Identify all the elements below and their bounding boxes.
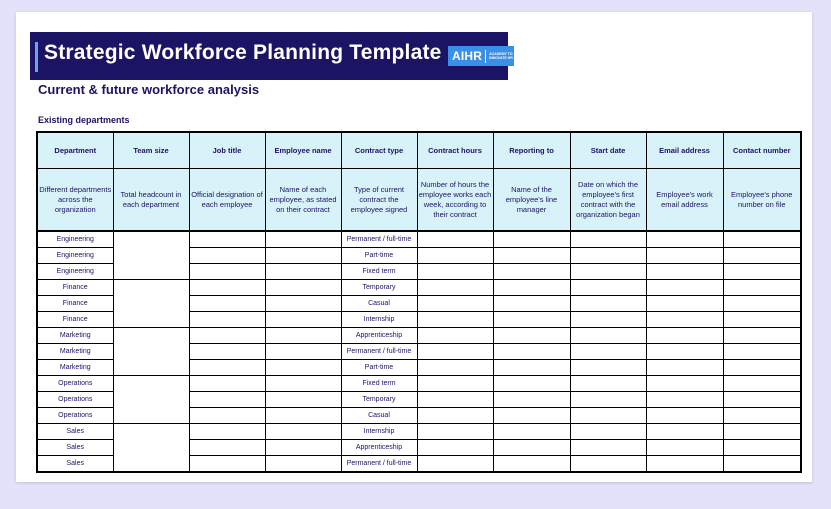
table-cell[interactable]	[265, 376, 341, 392]
description-row	[37, 169, 801, 232]
spreadsheet-page	[16, 12, 812, 482]
table-cell[interactable]	[493, 360, 570, 376]
table-cell[interactable]	[646, 264, 723, 280]
column-description[interactable]: Employee's phone number on file	[723, 169, 801, 232]
table-cell[interactable]	[570, 248, 646, 264]
team-size-cell[interactable]	[113, 376, 189, 424]
department-cell[interactable]: Engineering	[37, 248, 113, 264]
contract-type-cell[interactable]: Internship	[341, 424, 417, 440]
table-cell[interactable]	[646, 296, 723, 312]
table-cell[interactable]	[723, 264, 801, 280]
table-cell[interactable]	[646, 440, 723, 456]
table-cell[interactable]	[189, 264, 265, 280]
column-description[interactable]: Type of current contract the employee signed	[341, 169, 417, 232]
table-cell[interactable]	[417, 360, 493, 376]
table-cell[interactable]	[265, 312, 341, 328]
table-row	[37, 424, 801, 440]
table-cell[interactable]	[493, 296, 570, 312]
table-cell[interactable]	[189, 248, 265, 264]
column-description[interactable]: Official designation of each employee	[189, 169, 265, 232]
logo-text: AIHR	[452, 49, 483, 63]
contract-type-cell[interactable]: Apprenticeship	[341, 328, 417, 344]
table-cell[interactable]	[646, 231, 723, 248]
column-header[interactable]: Team size	[113, 132, 189, 169]
team-size-cell[interactable]	[113, 231, 189, 280]
table-cell[interactable]	[493, 264, 570, 280]
table-cell[interactable]	[417, 248, 493, 264]
column-description[interactable]: Employee's work email address	[646, 169, 723, 232]
column-header[interactable]: Contract type	[341, 132, 417, 169]
department-cell[interactable]: Engineering	[37, 231, 113, 248]
contract-type-cell[interactable]: Temporary	[341, 392, 417, 408]
table-cell[interactable]	[189, 296, 265, 312]
page-title: Strategic Workforce Planning Template	[44, 41, 442, 64]
table-cell[interactable]	[570, 296, 646, 312]
contract-type-cell[interactable]: Part-time	[341, 360, 417, 376]
table-cell[interactable]	[493, 456, 570, 473]
table-cell[interactable]	[723, 296, 801, 312]
table-cell[interactable]	[265, 264, 341, 280]
table-cell[interactable]	[723, 360, 801, 376]
table-cell[interactable]	[417, 264, 493, 280]
table-cell[interactable]	[646, 360, 723, 376]
table-cell[interactable]	[646, 408, 723, 424]
table-cell[interactable]	[570, 376, 646, 392]
table-cell[interactable]	[646, 248, 723, 264]
department-cell[interactable]: Sales	[37, 440, 113, 456]
table-row	[37, 280, 801, 296]
header-row	[37, 132, 801, 169]
table-cell[interactable]	[723, 456, 801, 473]
table-cell[interactable]	[646, 280, 723, 296]
table-cell[interactable]	[570, 231, 646, 248]
contract-type-cell[interactable]: Fixed term	[341, 264, 417, 280]
department-cell[interactable]: Sales	[37, 424, 113, 440]
table-cell[interactable]	[265, 231, 341, 248]
table-cell[interactable]	[723, 424, 801, 440]
table-cell[interactable]	[493, 231, 570, 248]
table-cell[interactable]	[189, 344, 265, 360]
contract-type-cell[interactable]: Fixed term	[341, 376, 417, 392]
table-cell[interactable]	[493, 392, 570, 408]
table-cell[interactable]	[265, 408, 341, 424]
table-cell[interactable]	[189, 231, 265, 248]
table-cell[interactable]	[265, 360, 341, 376]
contract-type-cell[interactable]: Temporary	[341, 280, 417, 296]
table-cell[interactable]	[265, 328, 341, 344]
table-cell[interactable]	[570, 264, 646, 280]
banner-accent-bar	[35, 42, 38, 72]
page-subtitle: Current & future workforce analysis	[38, 82, 260, 97]
table-cell[interactable]	[493, 280, 570, 296]
contract-type-cell[interactable]: Permanent / full-time	[341, 344, 417, 360]
table-cell[interactable]	[265, 456, 341, 473]
table-cell[interactable]	[723, 344, 801, 360]
table-row	[37, 231, 801, 248]
table-cell[interactable]	[723, 248, 801, 264]
table-cell[interactable]	[646, 344, 723, 360]
table-cell[interactable]	[417, 328, 493, 344]
table-cell[interactable]	[723, 280, 801, 296]
table-cell[interactable]	[189, 408, 265, 424]
department-cell[interactable]: Finance	[37, 280, 113, 296]
column-header[interactable]: Contact number	[723, 132, 801, 169]
table-cell[interactable]	[189, 456, 265, 473]
table-cell[interactable]	[265, 296, 341, 312]
table-cell[interactable]	[723, 312, 801, 328]
contract-type-cell[interactable]: Permanent / full-time	[341, 231, 417, 248]
table-cell[interactable]	[493, 424, 570, 440]
table-cell[interactable]	[189, 392, 265, 408]
table-cell[interactable]	[189, 360, 265, 376]
departments-table	[36, 131, 802, 473]
team-size-cell[interactable]	[113, 328, 189, 376]
table-row	[37, 376, 801, 392]
table-cell[interactable]	[570, 328, 646, 344]
table-cell[interactable]	[417, 280, 493, 296]
column-header[interactable]: Job title	[189, 132, 265, 169]
title-banner	[30, 32, 513, 80]
table-cell[interactable]	[417, 392, 493, 408]
table-cell[interactable]	[189, 328, 265, 344]
table-cell[interactable]	[570, 408, 646, 424]
table-cell[interactable]	[570, 440, 646, 456]
table-cell[interactable]	[493, 440, 570, 456]
column-header[interactable]: Contract hours	[417, 132, 493, 169]
department-cell[interactable]: Sales	[37, 456, 113, 473]
section-title: Existing departments	[38, 115, 130, 125]
table-cell[interactable]	[570, 280, 646, 296]
column-header[interactable]: Email address	[646, 132, 723, 169]
contract-type-cell[interactable]: Casual	[341, 408, 417, 424]
table-cell[interactable]	[723, 440, 801, 456]
table-cell[interactable]	[723, 231, 801, 248]
department-cell[interactable]: Finance	[37, 312, 113, 328]
table-row	[37, 328, 801, 344]
table-cell[interactable]	[646, 424, 723, 440]
table-cell[interactable]	[265, 344, 341, 360]
table-cell[interactable]	[646, 312, 723, 328]
table-cell[interactable]	[570, 392, 646, 408]
column-description[interactable]: Name of the employee's line manager	[493, 169, 570, 232]
column-description[interactable]: Name of each employee, as stated on their contract	[265, 169, 341, 232]
logo-subtext-line2: INNOVATE HR	[489, 56, 513, 60]
department-cell[interactable]: Marketing	[37, 328, 113, 344]
department-cell[interactable]: Operations	[37, 408, 113, 424]
column-header[interactable]: Employee name	[265, 132, 341, 169]
table-body	[37, 231, 801, 472]
table-cell[interactable]	[265, 424, 341, 440]
table-cell[interactable]	[189, 312, 265, 328]
table-cell[interactable]	[417, 376, 493, 392]
table-cell[interactable]	[265, 280, 341, 296]
table-cell[interactable]	[723, 328, 801, 344]
table-cell[interactable]	[646, 376, 723, 392]
table-cell[interactable]	[723, 408, 801, 424]
table-cell[interactable]	[189, 280, 265, 296]
logo-subtext	[489, 52, 513, 61]
table-cell[interactable]	[417, 231, 493, 248]
table-cell[interactable]	[493, 376, 570, 392]
table-cell[interactable]	[417, 296, 493, 312]
table-cell[interactable]	[189, 440, 265, 456]
table-cell[interactable]	[493, 248, 570, 264]
contract-type-cell[interactable]: Part-time	[341, 248, 417, 264]
table-cell[interactable]	[417, 456, 493, 473]
table-cell[interactable]	[493, 312, 570, 328]
table-cell[interactable]	[265, 392, 341, 408]
team-size-cell[interactable]	[113, 424, 189, 473]
table-cell[interactable]	[265, 440, 341, 456]
aihr-logo	[448, 46, 514, 66]
contract-type-cell[interactable]: Permanent / full-time	[341, 456, 417, 473]
table-cell[interactable]	[417, 312, 493, 328]
table-cell[interactable]	[189, 376, 265, 392]
table-cell[interactable]	[493, 408, 570, 424]
table-cell[interactable]	[189, 424, 265, 440]
logo-divider	[485, 50, 486, 63]
table-cell[interactable]	[493, 344, 570, 360]
table-cell[interactable]	[723, 376, 801, 392]
department-cell[interactable]: Marketing	[37, 344, 113, 360]
table-cell[interactable]	[646, 456, 723, 473]
contract-type-cell[interactable]: Apprenticeship	[341, 440, 417, 456]
department-cell[interactable]: Marketing	[37, 360, 113, 376]
column-description[interactable]: Different departments across the organization	[37, 169, 113, 232]
department-cell[interactable]: Operations	[37, 376, 113, 392]
department-cell[interactable]: Finance	[37, 296, 113, 312]
column-header[interactable]: Start date	[570, 132, 646, 169]
column-header[interactable]: Department	[37, 132, 113, 169]
table-cell[interactable]	[570, 456, 646, 473]
table-cell[interactable]	[570, 312, 646, 328]
table-cell[interactable]	[417, 440, 493, 456]
column-header[interactable]: Reporting to	[493, 132, 570, 169]
table-cell[interactable]	[646, 392, 723, 408]
table-cell[interactable]	[646, 328, 723, 344]
table-cell[interactable]	[493, 328, 570, 344]
column-description[interactable]: Number of hours the employee works each week, according to their contract	[417, 169, 493, 232]
department-cell[interactable]: Operations	[37, 392, 113, 408]
table-cell[interactable]	[570, 360, 646, 376]
logo-subtext-line1: ACADEMY TO	[489, 51, 513, 56]
table-cell[interactable]	[570, 424, 646, 440]
table-cell[interactable]	[417, 344, 493, 360]
table-cell[interactable]	[265, 248, 341, 264]
table-cell[interactable]	[417, 408, 493, 424]
column-description[interactable]: Date on which the employee's first contract with the organization began	[570, 169, 646, 232]
column-description[interactable]: Total headcount in each department	[113, 169, 189, 232]
department-cell[interactable]: Engineering	[37, 264, 113, 280]
table-cell[interactable]	[570, 344, 646, 360]
table-cell[interactable]	[417, 424, 493, 440]
table-cell[interactable]	[723, 392, 801, 408]
team-size-cell[interactable]	[113, 280, 189, 328]
contract-type-cell[interactable]: Casual	[341, 296, 417, 312]
contract-type-cell[interactable]: Internship	[341, 312, 417, 328]
